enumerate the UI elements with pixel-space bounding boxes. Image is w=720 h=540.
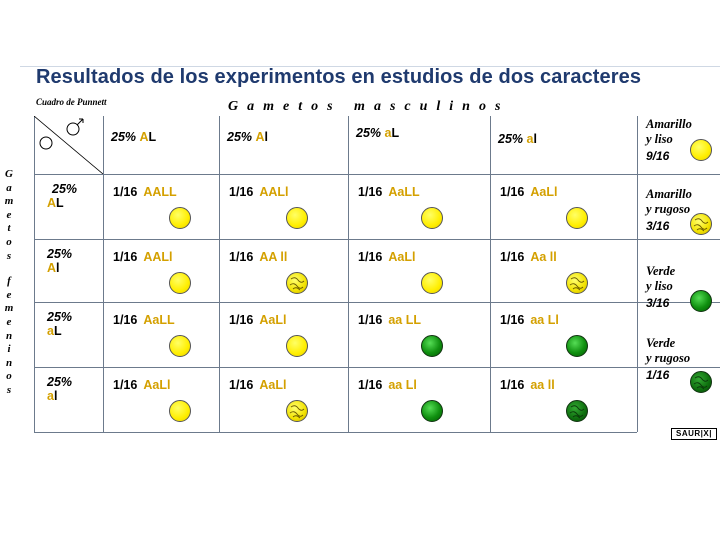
column-header-allele: a	[526, 132, 534, 146]
row-header-allele: a	[47, 389, 54, 403]
column-header-rest: L	[148, 130, 157, 144]
cell-genotype	[113, 185, 177, 199]
row-header	[47, 375, 72, 403]
cell-genotype-text: aa ll	[530, 378, 555, 392]
male-gametes-text: Gametos masculinos	[228, 99, 510, 114]
cell-fraction: 1/16	[113, 378, 138, 392]
pea-green-wrinkled-icon	[566, 400, 588, 422]
pea-yellow-icon	[421, 272, 443, 294]
cell-fraction: 1/16	[358, 250, 383, 264]
cell-genotype-text: aa Ll	[530, 313, 559, 327]
cell-fraction: 1/16	[358, 185, 383, 199]
male-gametes-label	[228, 99, 509, 115]
cell-genotype	[358, 378, 417, 392]
legend-divider	[637, 239, 720, 240]
grid-line-vertical	[219, 116, 220, 432]
female-gametes-letter: e	[6, 288, 12, 301]
row-header-gamete	[47, 324, 72, 338]
female-gametes-letter: i	[7, 343, 11, 356]
cell-genotype	[229, 185, 289, 199]
row-header	[47, 310, 72, 338]
row-header-allele: a	[47, 324, 54, 338]
cell-genotype	[358, 313, 421, 327]
grid-line-horizontal	[34, 432, 637, 433]
row-header-percent: 25%	[47, 310, 73, 324]
legend-texture-label: y liso	[646, 132, 673, 146]
cell-fraction: 1/16	[500, 378, 525, 392]
cell-genotype-text: AALl	[259, 185, 289, 199]
grid-line-vertical	[348, 116, 349, 432]
cell-genotype	[500, 378, 555, 392]
legend-texture-label: y rugoso	[646, 351, 691, 365]
grid-line-vertical	[490, 116, 491, 432]
legend-color-label: Verde	[646, 264, 676, 278]
legend-color-label: Verde	[646, 336, 676, 350]
legend-divider	[637, 174, 720, 175]
column-header-percent: 25%	[227, 130, 253, 144]
cell-fraction: 1/16	[358, 378, 383, 392]
female-gametes-letter: f	[7, 275, 11, 288]
logo: SAUR|X|	[671, 428, 717, 440]
cell-fraction: 1/16	[113, 185, 138, 199]
column-header	[498, 132, 537, 146]
cell-genotype-text: AaLL	[143, 313, 175, 327]
pea-green-icon	[566, 335, 588, 357]
cell-genotype	[500, 250, 557, 264]
page-title: Resultados de los experimentos en estudios de dos caracteres	[36, 66, 642, 88]
female-gametes-letter: G	[5, 168, 13, 180]
row-header-allele: A	[47, 196, 57, 210]
cell-fraction: 1/16	[229, 313, 254, 327]
legend-entry	[646, 117, 692, 164]
legend-fraction: 3/16	[646, 296, 670, 310]
legend-pea-green-wrinkled-icon	[690, 371, 712, 393]
cell-genotype-text: AaLl	[259, 378, 287, 392]
female-gametes-letter: n	[5, 329, 13, 342]
cell-fraction: 1/16	[229, 250, 254, 264]
wrinkle-texture	[691, 214, 711, 234]
pea-yellow-icon	[169, 400, 191, 422]
wrinkle-texture	[567, 401, 587, 421]
row-header-rest: L	[53, 324, 62, 338]
cell-genotype-text: AaLl	[530, 185, 558, 199]
legend-texture-label: y rugoso	[646, 202, 691, 216]
cell-genotype-text: AaLL	[388, 185, 420, 199]
cell-genotype-text: aa Ll	[388, 378, 417, 392]
cell-genotype	[113, 313, 175, 327]
female-gametes-letter: e	[6, 315, 12, 328]
grid-line-vertical	[103, 116, 104, 432]
pea-yellow-icon	[286, 207, 308, 229]
cell-genotype-text: AaLl	[143, 378, 171, 392]
column-header-percent: 25%	[498, 132, 524, 146]
cell-genotype	[229, 313, 286, 327]
row-header-rest: L	[56, 196, 64, 210]
row-header-gamete	[47, 196, 77, 210]
pea-green-icon	[421, 335, 443, 357]
pea-yellow-icon	[566, 207, 588, 229]
grid-line-vertical	[637, 116, 638, 432]
row-header-rest: l	[56, 261, 60, 275]
female-gametes-letter: a	[6, 181, 12, 194]
column-header-percent: 25%	[356, 126, 382, 140]
cell-genotype-text: AALl	[143, 250, 173, 264]
female-gametes-letter: m	[4, 302, 14, 315]
female-gametes-letter: o	[6, 235, 12, 248]
pea-yellow-icon	[421, 207, 443, 229]
cell-fraction: 1/16	[113, 250, 138, 264]
grid-line-horizontal	[34, 174, 637, 175]
row-header-percent: 25%	[47, 247, 73, 261]
female-gametes-letter: t	[7, 222, 11, 235]
column-header	[111, 130, 156, 144]
pea-yellow-wrinkled-icon	[286, 400, 308, 422]
cell-genotype-text: AA ll	[259, 250, 288, 264]
corner-sex-symbols	[34, 116, 103, 174]
cell-genotype	[500, 185, 557, 199]
female-gametes-letter: s	[6, 383, 12, 396]
legend-pea-green-icon	[690, 290, 712, 312]
legend-fraction: 3/16	[646, 219, 670, 233]
row-header-rest: l	[53, 389, 58, 403]
column-header	[356, 126, 399, 140]
cell-fraction: 1/16	[113, 313, 138, 327]
pea-yellow-icon	[169, 335, 191, 357]
legend-fraction: 1/16	[646, 368, 670, 382]
female-symbol-icon	[40, 137, 52, 149]
row-header-allele: A	[47, 261, 57, 275]
cell-genotype	[113, 250, 173, 264]
cell-genotype-text: AaLl	[259, 313, 287, 327]
row-header	[47, 182, 77, 210]
pea-green-icon	[421, 400, 443, 422]
grid-line-horizontal	[34, 239, 637, 240]
row-header	[47, 247, 72, 275]
female-gametes-letter: o	[6, 370, 12, 383]
column-header-allele: A	[139, 130, 149, 144]
column-header-allele: a	[384, 126, 392, 140]
cell-fraction: 1/16	[358, 313, 383, 327]
female-gametes-letter: n	[5, 356, 13, 369]
legend-texture-label: y liso	[646, 279, 673, 293]
column-header-rest: l	[533, 132, 537, 146]
cell-fraction: 1/16	[500, 313, 525, 327]
cell-fraction: 1/16	[229, 185, 254, 199]
legend-color-label: Amarillo	[646, 117, 692, 131]
legend-fraction: 9/16	[646, 149, 670, 163]
cell-fraction: 1/16	[229, 378, 254, 392]
cell-genotype-text: AALL	[143, 185, 177, 199]
cell-genotype-text: aa LL	[388, 313, 421, 327]
female-gametes-letter: e	[6, 208, 12, 221]
cell-genotype	[358, 185, 420, 199]
column-header-percent: 25%	[111, 130, 137, 144]
cell-genotype	[500, 313, 559, 327]
female-gametes-label	[2, 168, 16, 398]
female-gametes-letter: m	[4, 195, 14, 208]
legend-entry	[646, 264, 675, 311]
cell-genotype	[229, 378, 286, 392]
row-header-gamete	[47, 261, 72, 275]
legend-pea-yellow-wrinkled-icon	[690, 213, 712, 235]
pea-yellow-icon	[169, 207, 191, 229]
column-header	[227, 130, 268, 144]
row-header-percent: 25%	[47, 375, 73, 389]
wrinkle-texture	[287, 273, 307, 293]
grid-line-horizontal	[34, 302, 637, 303]
column-header-allele: A	[255, 130, 265, 144]
legend-pea-yellow-icon	[690, 139, 712, 161]
pea-yellow-wrinkled-icon	[566, 272, 588, 294]
cell-genotype-text: Aa ll	[530, 250, 557, 264]
wrinkle-texture	[567, 273, 587, 293]
punnett-label: Cuadro de Punnett	[36, 97, 107, 107]
column-header-rest: l	[264, 130, 269, 144]
legend-color-label: Amarillo	[646, 187, 692, 201]
legend-entry	[646, 187, 692, 234]
grid-line-horizontal	[34, 367, 637, 368]
female-gametes-letter: s	[6, 249, 12, 262]
row-header-gamete	[47, 389, 72, 403]
cell-genotype	[358, 250, 415, 264]
cell-genotype	[229, 250, 287, 264]
cell-genotype-text: AaLl	[388, 250, 416, 264]
cell-fraction: 1/16	[500, 185, 525, 199]
pea-yellow-wrinkled-icon	[286, 272, 308, 294]
column-header-rest: L	[391, 126, 400, 140]
cell-fraction: 1/16	[500, 250, 525, 264]
cell-genotype	[113, 378, 170, 392]
female-gametes-letter	[2, 263, 16, 275]
legend-entry	[646, 336, 690, 383]
pea-yellow-icon	[286, 335, 308, 357]
wrinkle-texture	[287, 401, 307, 421]
pea-yellow-icon	[169, 272, 191, 294]
wrinkle-texture	[691, 372, 711, 392]
row-header-percent: 25%	[52, 182, 78, 196]
